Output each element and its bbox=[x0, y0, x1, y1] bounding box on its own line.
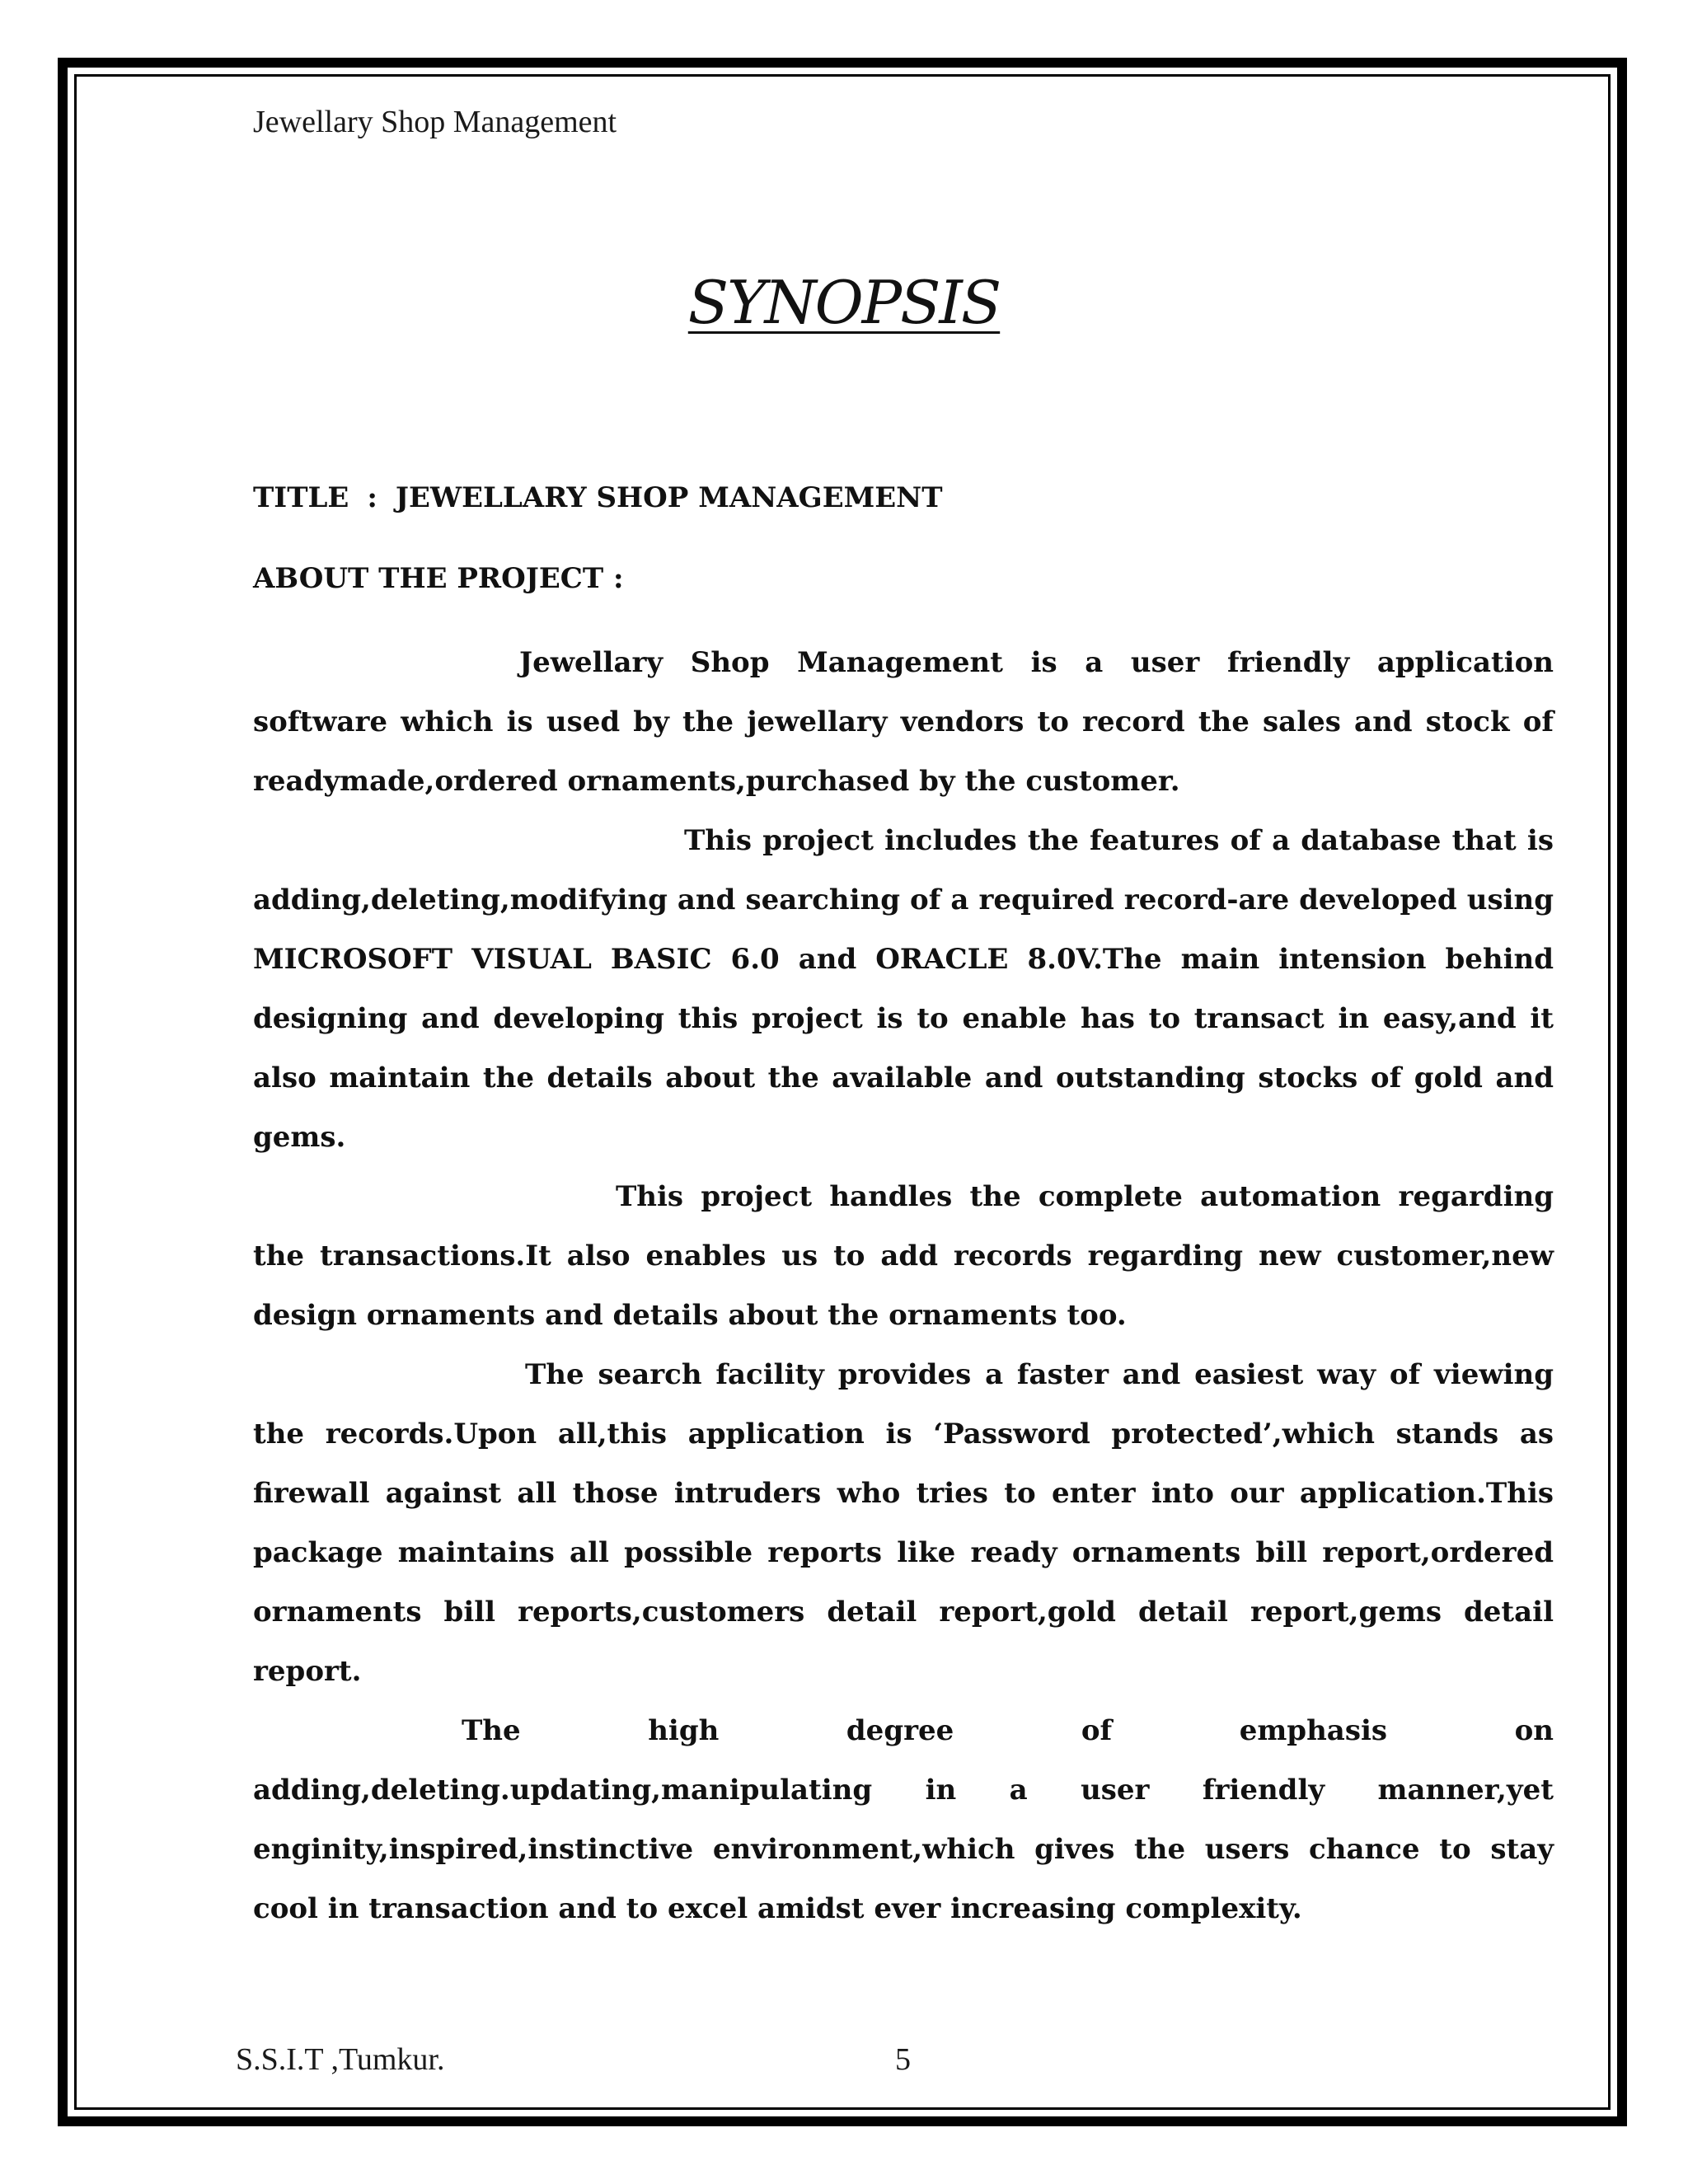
running-header: Jewellary Shop Management bbox=[253, 105, 617, 139]
about-heading: ABOUT THE PROJECT : bbox=[253, 562, 624, 595]
paragraph-automation: This project handles the complete automation regarding the transactions.It also enables us to add records regarding new customer,new design ornaments and details about the ornaments too. bbox=[253, 1180, 1554, 1332]
paragraph-search: The search facility provides a faster and easiest way of viewing the records.Upon all,this application is ‘Password protected’,which stands as firewall against all those intruders who tries to enter into our application.This package maintains all possible reports like ready ornaments bill report,ordered ornaments bill reports,customers detail report,gold detail report,gems detail report. bbox=[253, 1358, 1554, 1688]
page-title-text: SYNOPSIS bbox=[687, 268, 1001, 337]
paragraph-emphasis: The high degree of emphasis on adding,deleting.updating,manipulating in a user friendly manner,yet enginity,inspired,instinctive environment,which gives the users chance to stay cool in transaction and to excel amidst ever increasing complexity. bbox=[253, 1714, 1554, 1925]
title-field-value: JEWELLARY SHOP MANAGEMENT bbox=[395, 481, 943, 514]
paragraph-intro: Jewellary Shop Management is a user friendly application software which is used by the jewellary vendors to record the sales and stock of readymade,ordered ornaments,purchased by the customer. bbox=[253, 646, 1554, 798]
page-title bbox=[0, 268, 1688, 337]
footer-institution: S.S.I.T ,Tumkur. bbox=[236, 2042, 445, 2077]
title-field-label: TITLE bbox=[253, 481, 349, 514]
document-body bbox=[253, 468, 1554, 1938]
title-field bbox=[253, 468, 1554, 527]
page-number: 5 bbox=[895, 2042, 911, 2077]
paragraph-features: This project includes the features of a database that is adding,deleting,modifying and searching of a required record-are developed using MICROSOFT VISUAL BASIC 6.0 and ORACLE 8.0V.The main intension behind designing and developing this project is to enable has to transact in easy,and it also maintain the details about the available and outstanding stocks of gold and gems. bbox=[253, 824, 1554, 1154]
title-field-separator: : bbox=[367, 481, 377, 514]
